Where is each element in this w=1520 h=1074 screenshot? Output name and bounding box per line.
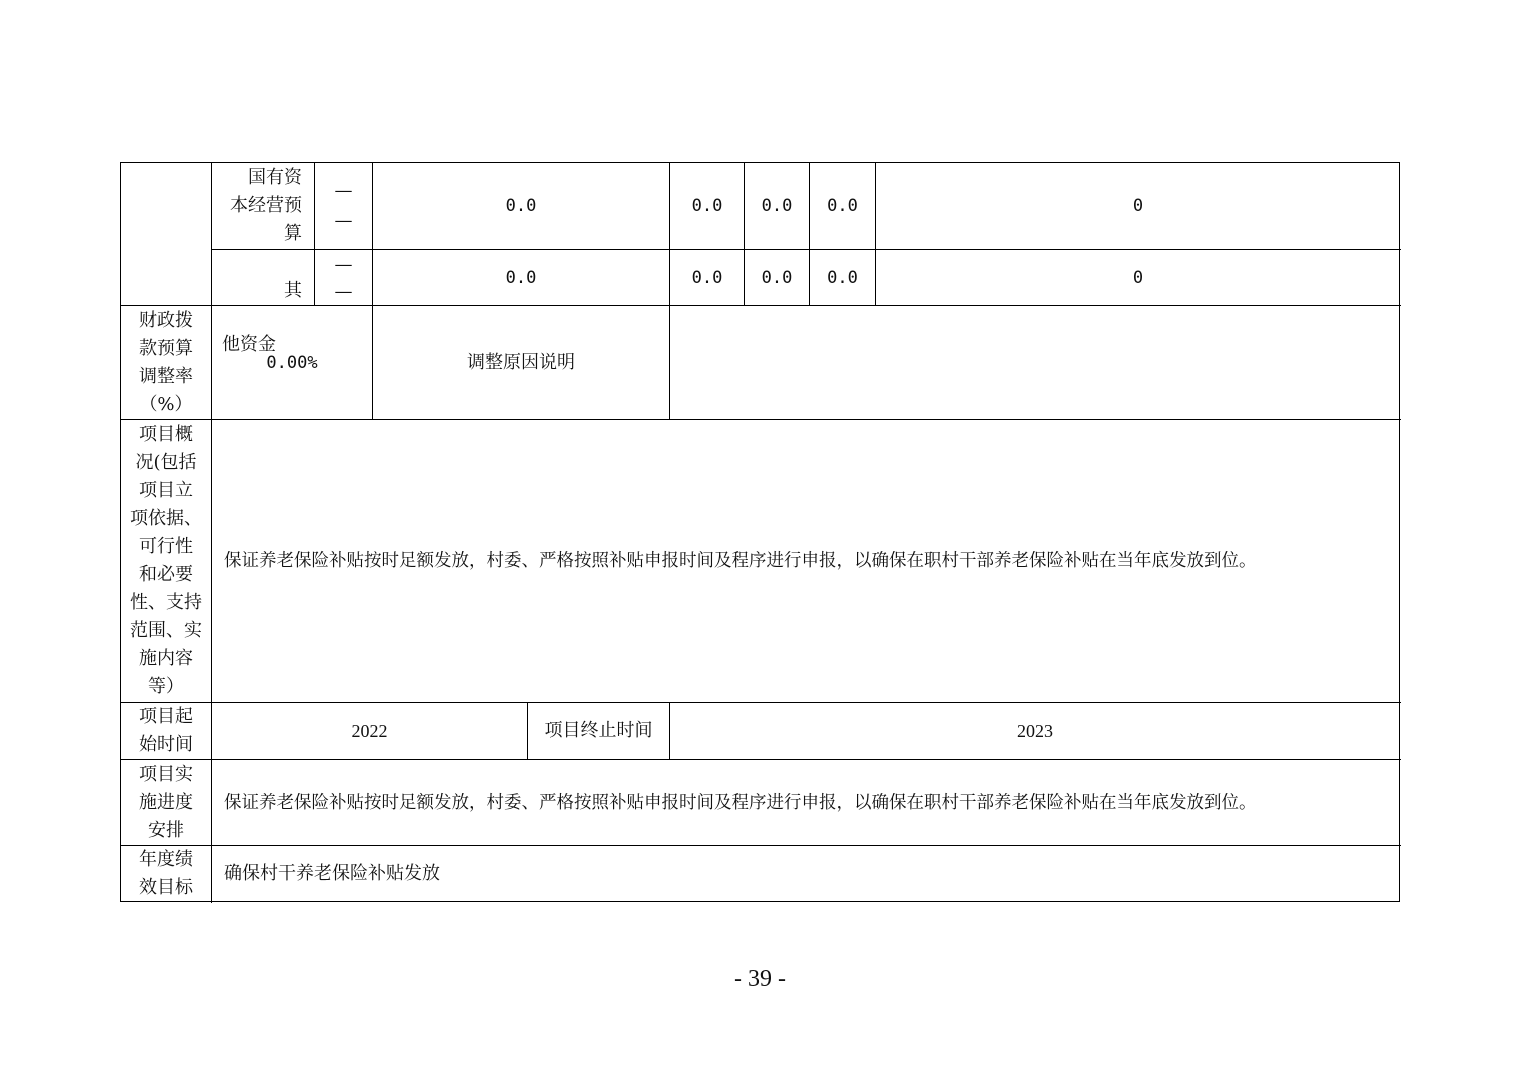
other-funds-value-2: 0.0	[761, 267, 793, 288]
state-capital-total: 0.0	[505, 196, 537, 216]
schedule-label: 项目实 施进度 安排	[139, 763, 193, 841]
project-budget-table	[120, 162, 1400, 902]
period-end-label: 项目终止时间	[544, 720, 653, 741]
other-funds-label	[212, 250, 314, 355]
other-funds-label-line1: 其	[284, 280, 302, 301]
period-start-value: 2022	[351, 721, 388, 741]
adjust-reason-label: 调整原因说明	[467, 351, 575, 373]
overview-text: 保证养老保险补贴按时足额发放，村委、严格按照补贴申报时间及程序进行申报，以确保在职村干部养老保险补贴在当年底发放到位。	[224, 551, 1257, 571]
period-start-label: 项目起 始时间	[139, 706, 193, 755]
other-funds-value-3: 0.0	[827, 267, 858, 288]
state-capital-dash: — —	[334, 180, 353, 231]
other-funds-label-line2: 他资金	[222, 334, 276, 355]
period-end-value: 2023	[1017, 721, 1053, 741]
state-capital-label: 国有资 本经营预 算	[230, 167, 302, 244]
other-funds-last: 0	[1132, 267, 1144, 288]
other-funds-total: 0.0	[505, 267, 537, 288]
state-capital-value-2: 0.0	[761, 196, 793, 216]
state-capital-value-1: 0.0	[691, 196, 723, 216]
state-capital-last: 0	[1132, 196, 1144, 216]
page-number: - 39 -	[734, 966, 786, 992]
adjust-rate-value: 0.00%	[266, 352, 318, 373]
schedule-text: 保证养老保险补贴按时足额发放，村委、严格按照补贴申报时间及程序进行申报，以确保在职村干部养老保险补贴在当年底发放到位。	[224, 792, 1257, 813]
other-funds-dash: — —	[334, 253, 353, 302]
other-funds-value-1: 0.0	[691, 267, 723, 288]
annual-goal-label: 年度绩 效目标	[139, 849, 193, 898]
annual-goal-text: 确保村干养老保险补贴发放	[224, 863, 440, 884]
state-capital-value-3: 0.0	[827, 196, 858, 216]
adjust-reason-value	[670, 306, 1400, 419]
overview-label: 项目概 况(包括 项目立 项依据、 可行性 和必要 性、支持 范围、实 施内容 等）	[130, 424, 202, 697]
adjust-rate-label: 财政拨 款预算 调整率 （%）	[139, 309, 193, 415]
